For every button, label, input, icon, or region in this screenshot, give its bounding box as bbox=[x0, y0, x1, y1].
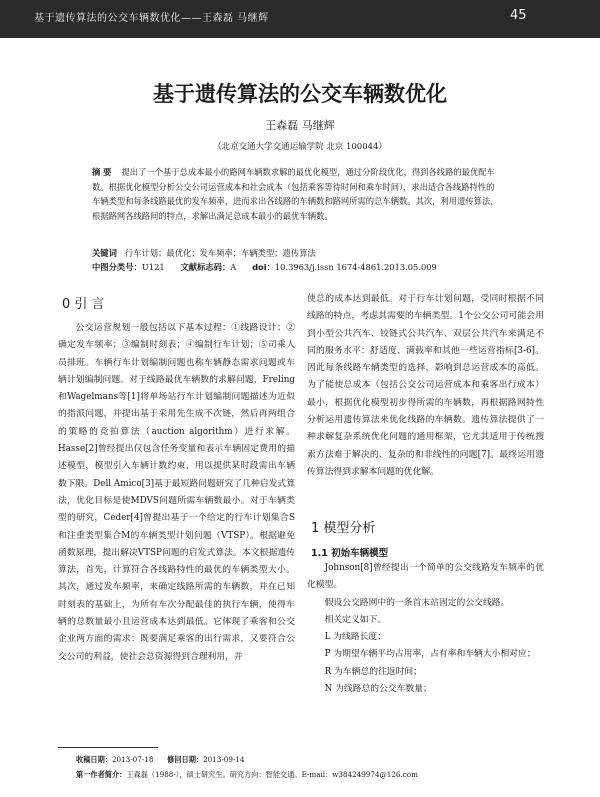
author-note-text: 王森磊（1988-），硕士研究生。研究方向：智能交通。E-mail：w384249974@126.com bbox=[126, 770, 418, 779]
paper-title: 基于遗传算法的公交车辆数优化 bbox=[153, 82, 447, 106]
received-label: 收稿日期： bbox=[76, 755, 112, 764]
footnote-divider bbox=[58, 747, 158, 748]
section-1-heading: 1 模型分析 bbox=[311, 521, 376, 536]
section-0-heading: 0 引 言 bbox=[62, 297, 105, 312]
keywords-text: 行车计划；最优化；发车频率；车辆类型；遗传算法 bbox=[124, 248, 316, 258]
doi-label: doi： bbox=[252, 262, 275, 272]
affiliation: （北京交通大学交通运输学院 北京 100044） bbox=[213, 142, 387, 152]
right-column-model bbox=[307, 560, 544, 698]
doc-code-value: A bbox=[230, 262, 237, 272]
author-note-label: 第一作者简介： bbox=[76, 770, 127, 779]
abstract-label: 摘 要 bbox=[92, 167, 112, 177]
intro-paragraph: 公交运营规划一般包括以下基本过程：①线路设计；②确定发车频率；③编制时刻表；④编制行车计划；⑤司乘人员排班。车辆行车计划编制问题也称车辆静态需求问题或车辆计划编制问题。对于线路最优车辆数的求解问题，Freling和Wagelmans等[1]将单场站行车计划编制问题描述为近似的指派问题，并提出基于采用先生成不次链，然后再两组合的策略的竞拍算法（auction algorithm）进行求解。Hasse[2]曾经提出仅包含任务变量和表示车辆固定费用的描述模型，模型引入车辆计数约束，用以提供某时段需出车辆数下限。Dell Amico[3]基于最短路问题研究了几种启发式算法，优化目标是使MDVS问题所需车辆数最小。对于车辆类型的研究，Ceder[4]曾提出基于一个给定的行车计划集合S和注重类型集合M的车辆类型计划问题（VTSP）。根据避免函数原理，提出解决VTSP问题的启发式算法。本文根据遗传算法，首先，计算符合各线路特性的最优的车辆类型大小。其次，通过发车频率，来确定线路所需的车辆数，并在已知时刻表的基础上，为所有车次分配最佳的执行车辆，使得车辆的总数量最小且运营成本达到最低。它体现了乘客和公交企业两方面的需求：既要满足乘客的出行需求，又要符合公交公司的利益，使社会总资源得到合理利用，并 bbox=[58, 323, 295, 662]
received-date: 2013-07-18 bbox=[111, 755, 154, 764]
intro-continued-paragraph: 使总的成本达到最低。对于行车计划问题，受同时根据不同线路的特点，考虑其需要的车辆类型。1个公交公司可能会用到小型公共汽车、铰链式公共汽车、双层公共汽车来满足不同的服务水平：舒适度、满载率和其他一些运营指标[3-6]。因此每条线路车辆类型的选择，影响到总运营成本的高低。为了能使总成本（包括公交公司运营成本和乘客出行成本）最小，根据优化模型初步得所需的车辆数，再根据路网特性分析运用遗传算法来优化线路的车辆数。遗传算法提供了一种求解复杂系统优化问题的通用框架，它尤其适用于传统搜索方法难于解决的、复杂的和非线性的问题[7]。最终运用遗传算法得到求解本问题的优化解。 bbox=[307, 294, 544, 477]
revised-date: 2013-09-14 bbox=[203, 755, 245, 764]
received-dates bbox=[76, 755, 245, 765]
author-note bbox=[76, 770, 418, 780]
model-paragraph: 相关定义如下。 bbox=[324, 614, 387, 625]
model-paragraph: Johnson[8]曾经提出一个简单的公交线路发车频率的优化模型。 bbox=[307, 563, 544, 591]
right-column-intro bbox=[307, 291, 544, 481]
doc-code-label: 文献标志码： bbox=[180, 262, 231, 272]
abstract-text: 提出了一个基于总成本最小的路网车辆数求解的最优化模型，通过分阶段优化，得到各线路的最优配车数。根据优化模型分析公交公司运营成本和社会成本（包括乘客等待时间和乘车时间），求出适合各线路特性的车辆类型和每条线路最优的发车频率，进而求出各线路的车辆数和路网所需的总车辆数。其次，利用遗传算法，根据路网各线路间的特点，求解出满足总成本最小的最优车辆数。 bbox=[92, 167, 499, 221]
left-column bbox=[58, 320, 295, 666]
running-header bbox=[0, 0, 600, 38]
classification-line bbox=[92, 261, 512, 273]
definition-item: P 为期望车辆平均占用率，占有率和车辆大小相对应； bbox=[324, 649, 536, 660]
revised-label: 修回日期： bbox=[167, 755, 204, 764]
model-paragraph: 假设公交路网中的一条首末站固定的公交线路。 bbox=[324, 597, 510, 608]
keywords bbox=[92, 247, 502, 259]
definition-item: N 为线路总的公交车数量； bbox=[324, 684, 432, 695]
subsection-1-1-heading: 1.1 初始车辆模型 bbox=[311, 548, 389, 559]
doi-value: 10.3963/j.issn 1674-4861.2013.05.009 bbox=[274, 262, 437, 272]
clc-label: 中图分类号： bbox=[92, 262, 142, 272]
page-number: 45 bbox=[510, 8, 527, 23]
authors: 王森磊 马继辉 bbox=[265, 119, 335, 132]
keywords-label: 关键词 bbox=[92, 248, 117, 258]
running-title: 基于遗传算法的公交车辆数优化——王森磊 马继辉 bbox=[34, 13, 269, 24]
clc-value: U121 bbox=[141, 262, 165, 272]
definition-item: L 为线路长度； bbox=[324, 632, 387, 643]
definition-item: R 为车辆总的往返时间； bbox=[324, 666, 422, 677]
abstract bbox=[92, 165, 502, 223]
